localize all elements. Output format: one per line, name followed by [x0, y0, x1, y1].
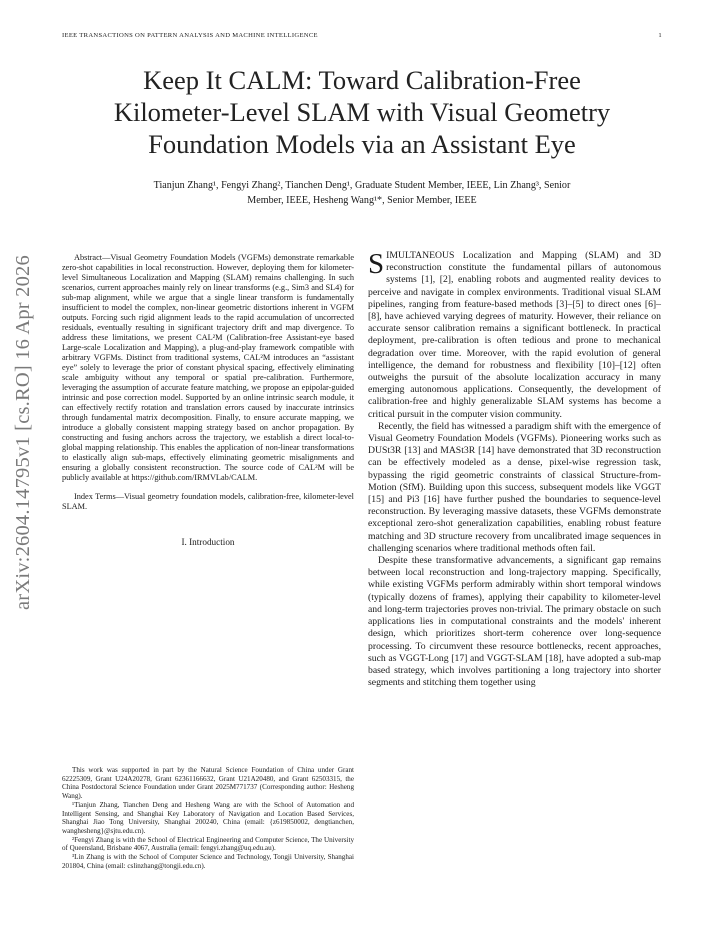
section-heading: I. Introduction — [181, 537, 235, 547]
intro-paragraph: Despite these transformative advancements, a significant gap remains between local reconstruction and long-trajectory mapping. Specifically, while existing VGFMs perform admirably within short temporal windows (typically dozens of frames), applying their capability to kilometer-level and long-term trajectories proves non-trivial. The primary obstacle on such applications lies in computational constraints and the models' inherent design, which prioritizes short-term coherence over long-sequence processing. To circumvent these resource bottlenecks, recent approaches, such as VGGT-Long [17] and VGGT-SLAM [18], have adopted a sub-map based strategy, which involves partitioning a long trajectory into shorter segments and stitching them together using — [368, 555, 661, 689]
index-terms: Index Terms—Visual geometry foundation models, calibration-free, kilometer-level SLAM. — [62, 492, 354, 511]
title-line: Kilometer-Level SLAM with Visual Geometry — [113, 97, 611, 127]
author-list — [70, 178, 654, 208]
title-line: Keep It CALM: Toward Calibration-Free — [143, 65, 581, 95]
abstract: Abstract—Visual Geometry Foundation Models (VGFMs) demonstrate remarkable zero-shot capabilities in local reconstruction. However, deploying them for kilometer-level Simultaneous Localization and Mapping (SLAM) remains challenging. In such scenarios, current approaches mainly rely on linear transforms (e.g., Sim3 and SL4) for sub-map alignment, while we argue that a single linear transform is fundamentally insufficient to model the complex, non-linear geometric distortions inherent in VGFM outputs. Forcing such rigid alignment leads to the rapid accumulation of uncorrected residuals, eventually resulting in significant trajectory drift and map divergence. To address these limitations, we present CAL²M (Calibration-free Assistant-eye based Large-scale Localization and Mapping), a plug-and-play framework compatible with arbitrary VGFMs. Distinct from traditional systems, CAL²M introduces an “assistant eye” solely to leverage the prior of constant physical spacing, effectively eliminating scale ambiguity without any temporal or spatial pre-calibration. Furthermore, leveraging the assumption of accurate feature matching, we propose an epipolar-guided intrinsic and pose correction model. Supported by an online intrinsic search module, it can effectively rectify rotation and translation errors caused by inaccurate intrinsics through fundamental matrix decomposition. Finally, to ensure accurate mapping, we introduce a globally consistent mapping strategy based on anchor propagation. By constructing and fusing anchors across the trajectory, we establish a direct local-to-global mapping relationship. This enables the application of non-linear transformations to elastically align sub-maps, effectively eliminating geometric misalignments and ensuring a globally consistent reconstruction. The source code of CAL²M will be publicly available at https://github.com/IRMVLab/CALM. — [62, 253, 354, 482]
author-line: Member, IEEE, Hesheng Wang¹*, Senior Member, IEEE — [247, 195, 477, 206]
intro-paragraph — [368, 250, 661, 421]
author-line: Tianjun Zhang¹, Fengyi Zhang², Tianchen Deng¹, Graduate Student Member, IEEE, Lin Zhang³, Senior — [153, 180, 571, 191]
title-line: Foundation Models via an Assistant Eye — [148, 129, 576, 159]
left-column — [62, 253, 354, 547]
page-number: 1 — [658, 32, 662, 39]
right-column — [368, 250, 661, 689]
drop-cap: S — [368, 248, 385, 280]
footnote-funding: This work was supported in part by the Natural Science Foundation of China under Grant 62225309, Grant U24A20278, Grant 62361166632, Grant U21A20480, and Grant 62503315, the China Postdoctoral Science Foundation under Grant 2025M771737 (Corresponding author: Hesheng Wang). — [62, 766, 354, 801]
arxiv-stamp: arXiv:2604.14795v1 [cs.RO] 16 Apr 2026 — [12, 255, 34, 610]
intro-paragraph-text: IMULTANEOUS Localization and Mapping (SLAM) and 3D reconstruction constitute the fundamental pillars of autonomous systems [1], [2], enabling robots and augmented reality devices to perceive and navigate in complex environments. Traditional visual SLAM pipelines, ranging from feature-based methods [3]–[5] to direct ones [6]–[8], have achieved varying degrees of maturity. However, their reliance on accurate sensor calibration remains a significant bottleneck. In practical deployment, pre-calibration is often tedious and prone to mechanical degradation over time. Moreover, with the rapid evolution of general intelligence, the demand for robustness and flexibility [10]–[12] often outweighs the pursuit of the absolute localization accuracy in many emerging autonomous applications. Consequently, the development of calibration-free and highly generalizable SLAM systems has become a critical pursuit in the computer vision community. — [368, 250, 661, 420]
footnotes — [62, 766, 354, 870]
journal-name: IEEE TRANSACTIONS ON PATTERN ANALYSIS AND MACHINE INTELLIGENCE — [62, 32, 318, 39]
intro-paragraph: Recently, the field has witnessed a paradigm shift with the emergence of Visual Geometry Foundation Models (VGFMs). Pioneering works such as DUSt3R [13] and MASt3R [14] have demonstrated that 3D reconstruction can be effectively modeled as a dense, pixel-wise regression task, bypassing the rigid geometric constraints of classical Structure-from-Motion (SfM). Building upon this success, subsequent models like VGGT [15] and Pi3 [16] have further pushed the boundaries to sequence-level reconstruction. By leveraging massive datasets, these VGFMs demonstrate exceptional zero-shot generalization capabilities, enabling robust feature matching and 3D structure recovery from uncalibrated image sequences in challenging scenarios where traditional methods often fail. — [368, 420, 661, 554]
running-header — [62, 32, 662, 44]
paper-title — [70, 64, 654, 160]
footnote-affiliation: ²Fengyi Zhang is with the School of Electrical Engineering and Computer Science, The University of Queensland, Brisbane 4067, Australia (email: fengyi.zhang@uq.edu.au). — [62, 835, 354, 853]
footnote-affiliation: ³Lin Zhang is with the School of Computer Science and Technology, Tongji University, Shanghai 201804, China (email: cslinzhang@tongji.edu.cn). — [62, 853, 354, 870]
footnote-affiliation: ¹Tianjun Zhang, Tianchen Deng and Hesheng Wang are with the School of Automation and Intelligent Sensing, and Shanghai Key Laboratory of Navigation and Location Based Services, Shanghai Jiao Tong University, Shanghai 200240, China (email: {z619850002, dengtianchen, wanghesheng}@sjtu.edu.cn). — [62, 800, 354, 835]
